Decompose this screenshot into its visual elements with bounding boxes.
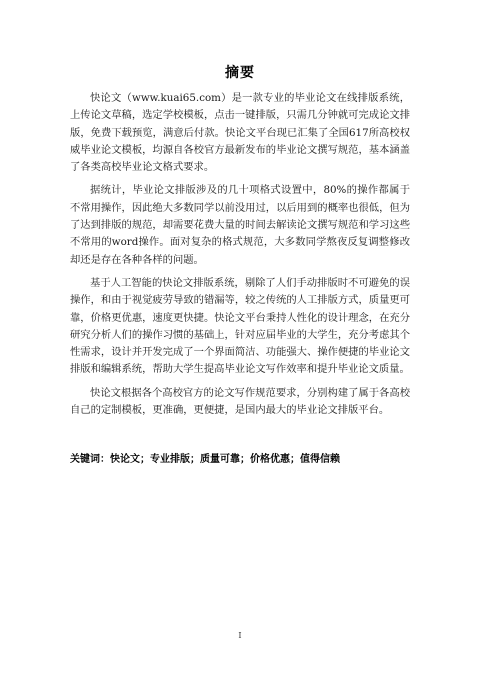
abstract-paragraph-4: 快论文根据各个高校官方的论文写作规范要求，分别构建了属于各高校自己的定制模板，更准确，更便捷，是国内最大的毕业论文排版平台。 xyxy=(70,386,410,417)
abstract-title: 摘要 xyxy=(225,65,255,81)
abstract-paragraph-3: 基于人工智能的快论文排版系统，剔除了人们手动排版时不可避免的误操作，和由于视觉疲劳导致的错漏等，较之传统的人工排版方式，质量更可靠，价格更优惠，速度更快捷。快论文平台秉持人性化的设计理念，在充分研究分析人们的操作习惯的基础上，针对应届毕业的大学生，充分考虑其个性需求，设计并开发完成了一个界面简洁、功能强大、操作便捷的毕业论文排版和编辑系统，帮助大学生提高毕业论文写作效率和提升毕业论文质量。 xyxy=(70,276,410,376)
keywords-line: 关键词：快论文；专业排版；质量可靠；价格优惠；值得信赖 xyxy=(70,454,340,465)
abstract-paragraph-1: 快论文（www.kuai65.com）是一款专业的毕业论文在线排版系统，上传论文草稿，选定学校模板，点击一键排版，只需几分钟就可完成论文排版，免费下载预览，满意后付款。快论文平台现已汇集了全国617所高校权威毕业论文模板，均源自各校官方最新发布的毕业论文撰写规范，基本涵盖了各类高校毕业论文格式要求。 xyxy=(70,92,410,174)
abstract-body xyxy=(70,90,410,425)
page-number: I xyxy=(238,631,242,640)
abstract-paragraph-2: 据统计，毕业论文排版涉及的几十项格式设置中，80%的操作都属于不常用操作，因此绝大多数同学以前没用过，以后用到的概率也很低，但为了达到排版的规范，却需要花费大量的时间去解读论文撰写规范和学习这些不常用的word操作。面对复杂的格式规范，大多数同学熬夜反复调整修改却还是存在各种各样的问题。 xyxy=(70,184,410,266)
